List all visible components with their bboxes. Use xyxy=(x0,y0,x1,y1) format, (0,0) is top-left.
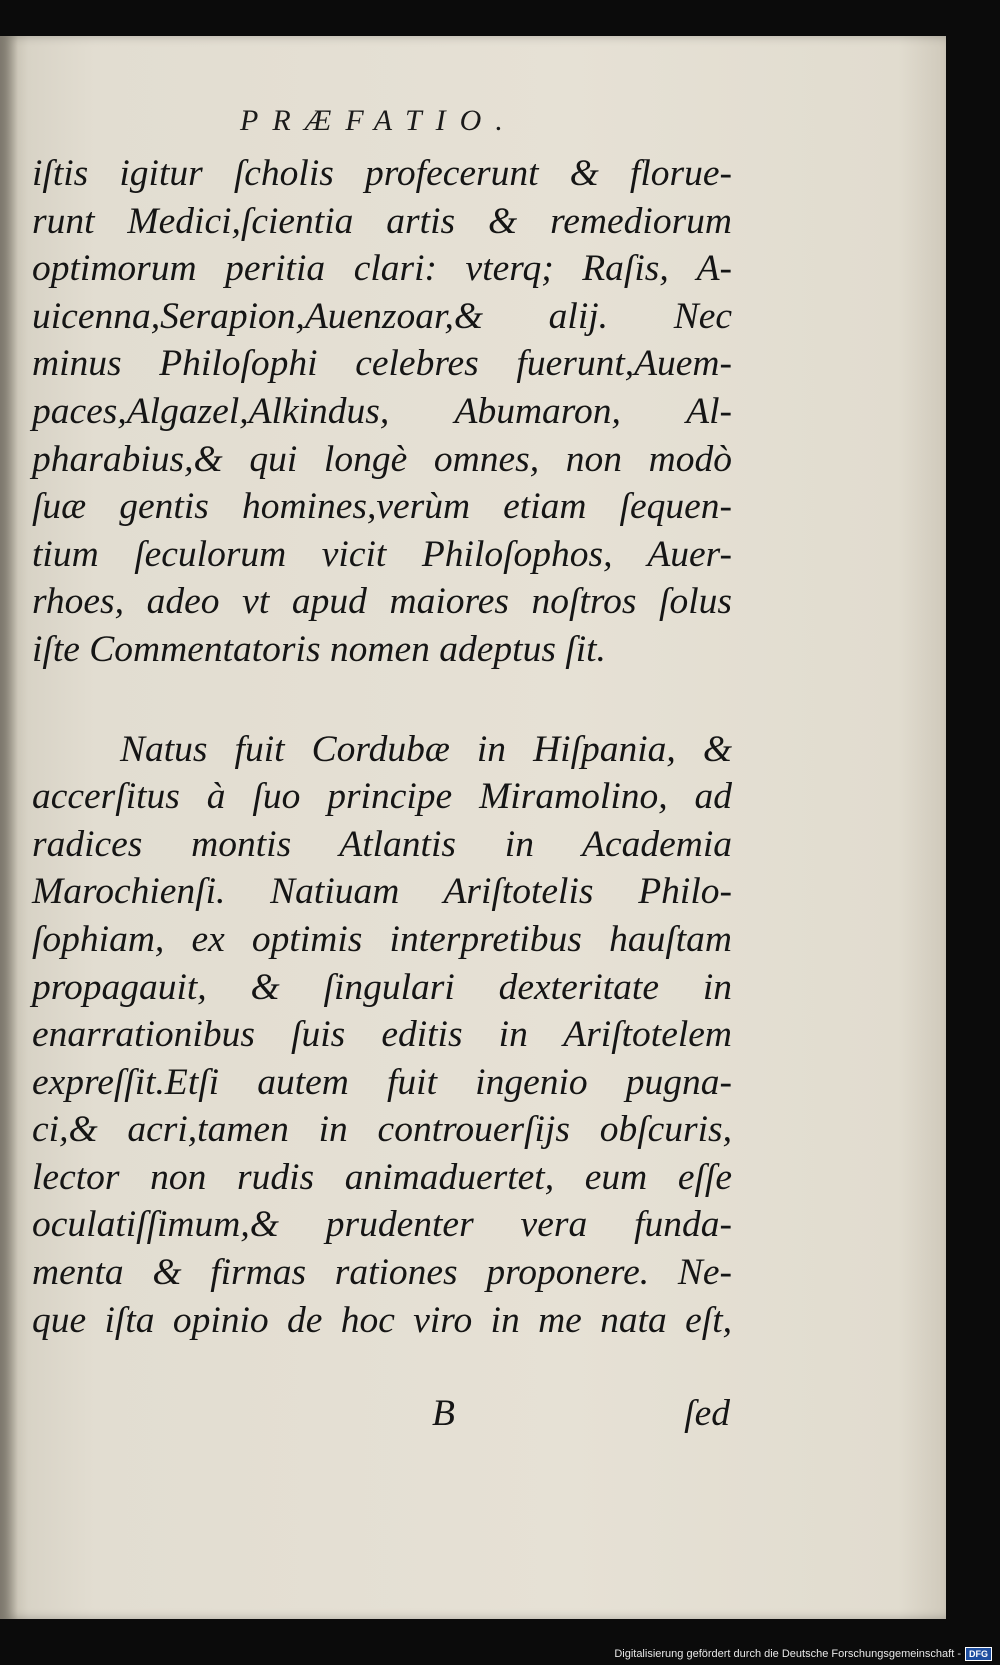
text-line: accerſitus à ſuo principe Miramolino, ad xyxy=(32,776,732,818)
text-line: que iſta opinio de hoc viro in me nata eſt, xyxy=(32,1299,732,1341)
text-line: iſtis igitur ſcholis profecerunt & florue- xyxy=(32,153,732,194)
catchword: ſed xyxy=(684,1393,730,1434)
dfg-logo: DFG xyxy=(965,1647,992,1661)
text-line: uicenna,Serapion,Auenzoar,& alij. Nec xyxy=(32,295,732,337)
spine-shadow xyxy=(0,36,18,1619)
page-foot xyxy=(32,1392,732,1442)
text-line: radices montis Atlantis in Academia xyxy=(32,823,732,865)
text-line: ci,& acri,tamen in controuerſijs obſcuris, xyxy=(32,1109,732,1151)
text-line: ſuæ gentis homines,verùm etiam ſequen- xyxy=(32,486,732,528)
text-line: expreſſit.Etſi autem fuit ingenio pugna- xyxy=(32,1061,732,1103)
page-text xyxy=(32,150,732,1344)
text-line: ſophiam, ex optimis interpretibus hauſtam xyxy=(32,918,732,960)
paragraph-gap xyxy=(32,674,732,726)
paragraph-1 xyxy=(32,150,732,674)
text-line: iſte Commentatoris nomen adeptus ſit. xyxy=(32,628,606,670)
text-line: pharabius,& qui longè omnes, non modò xyxy=(32,438,732,480)
text-line: menta & firmas rationes proponere. Ne- xyxy=(32,1252,732,1294)
text-line: Marochienſi. Natiuam Ariſtotelis Philo- xyxy=(32,871,732,913)
text-line: oculatiſſimum,& prudenter vera funda- xyxy=(32,1204,732,1246)
text-line: optimorum peritia clari: vterq; Raſis, A- xyxy=(32,248,732,290)
text-line: enarrationibus ſuis editis in Ariſtotelem xyxy=(32,1014,732,1056)
text-line: runt Medici,ſcientia artis & remediorum xyxy=(32,200,732,242)
text-line: minus Philoſophi celebres fuerunt,Auem- xyxy=(32,343,732,385)
digitization-credit xyxy=(614,1647,992,1661)
paragraph-2 xyxy=(32,726,732,1345)
credit-text: Digitalisierung gefördert durch die Deutsche Forschungsgemeinschaft - xyxy=(614,1648,961,1660)
text-line: paces,Algazel,Alkindus, Abumaron, Al- xyxy=(32,390,732,432)
text-line: tium ſeculorum vicit Philoſophos, Auer- xyxy=(32,533,732,575)
text-line: propagauit, & ſingulari dexteritate in xyxy=(32,966,732,1008)
running-head: PRÆFATIO. xyxy=(240,104,517,137)
signature-mark: B xyxy=(432,1393,455,1434)
text-line: rhoes, adeo vt apud maiores noſtros ſolus xyxy=(32,581,732,623)
text-line: lector non rudis animaduertet, eum eſſe xyxy=(32,1156,732,1198)
text-line: Natus fuit Cordubæ in Hiſpania, & xyxy=(120,728,732,770)
